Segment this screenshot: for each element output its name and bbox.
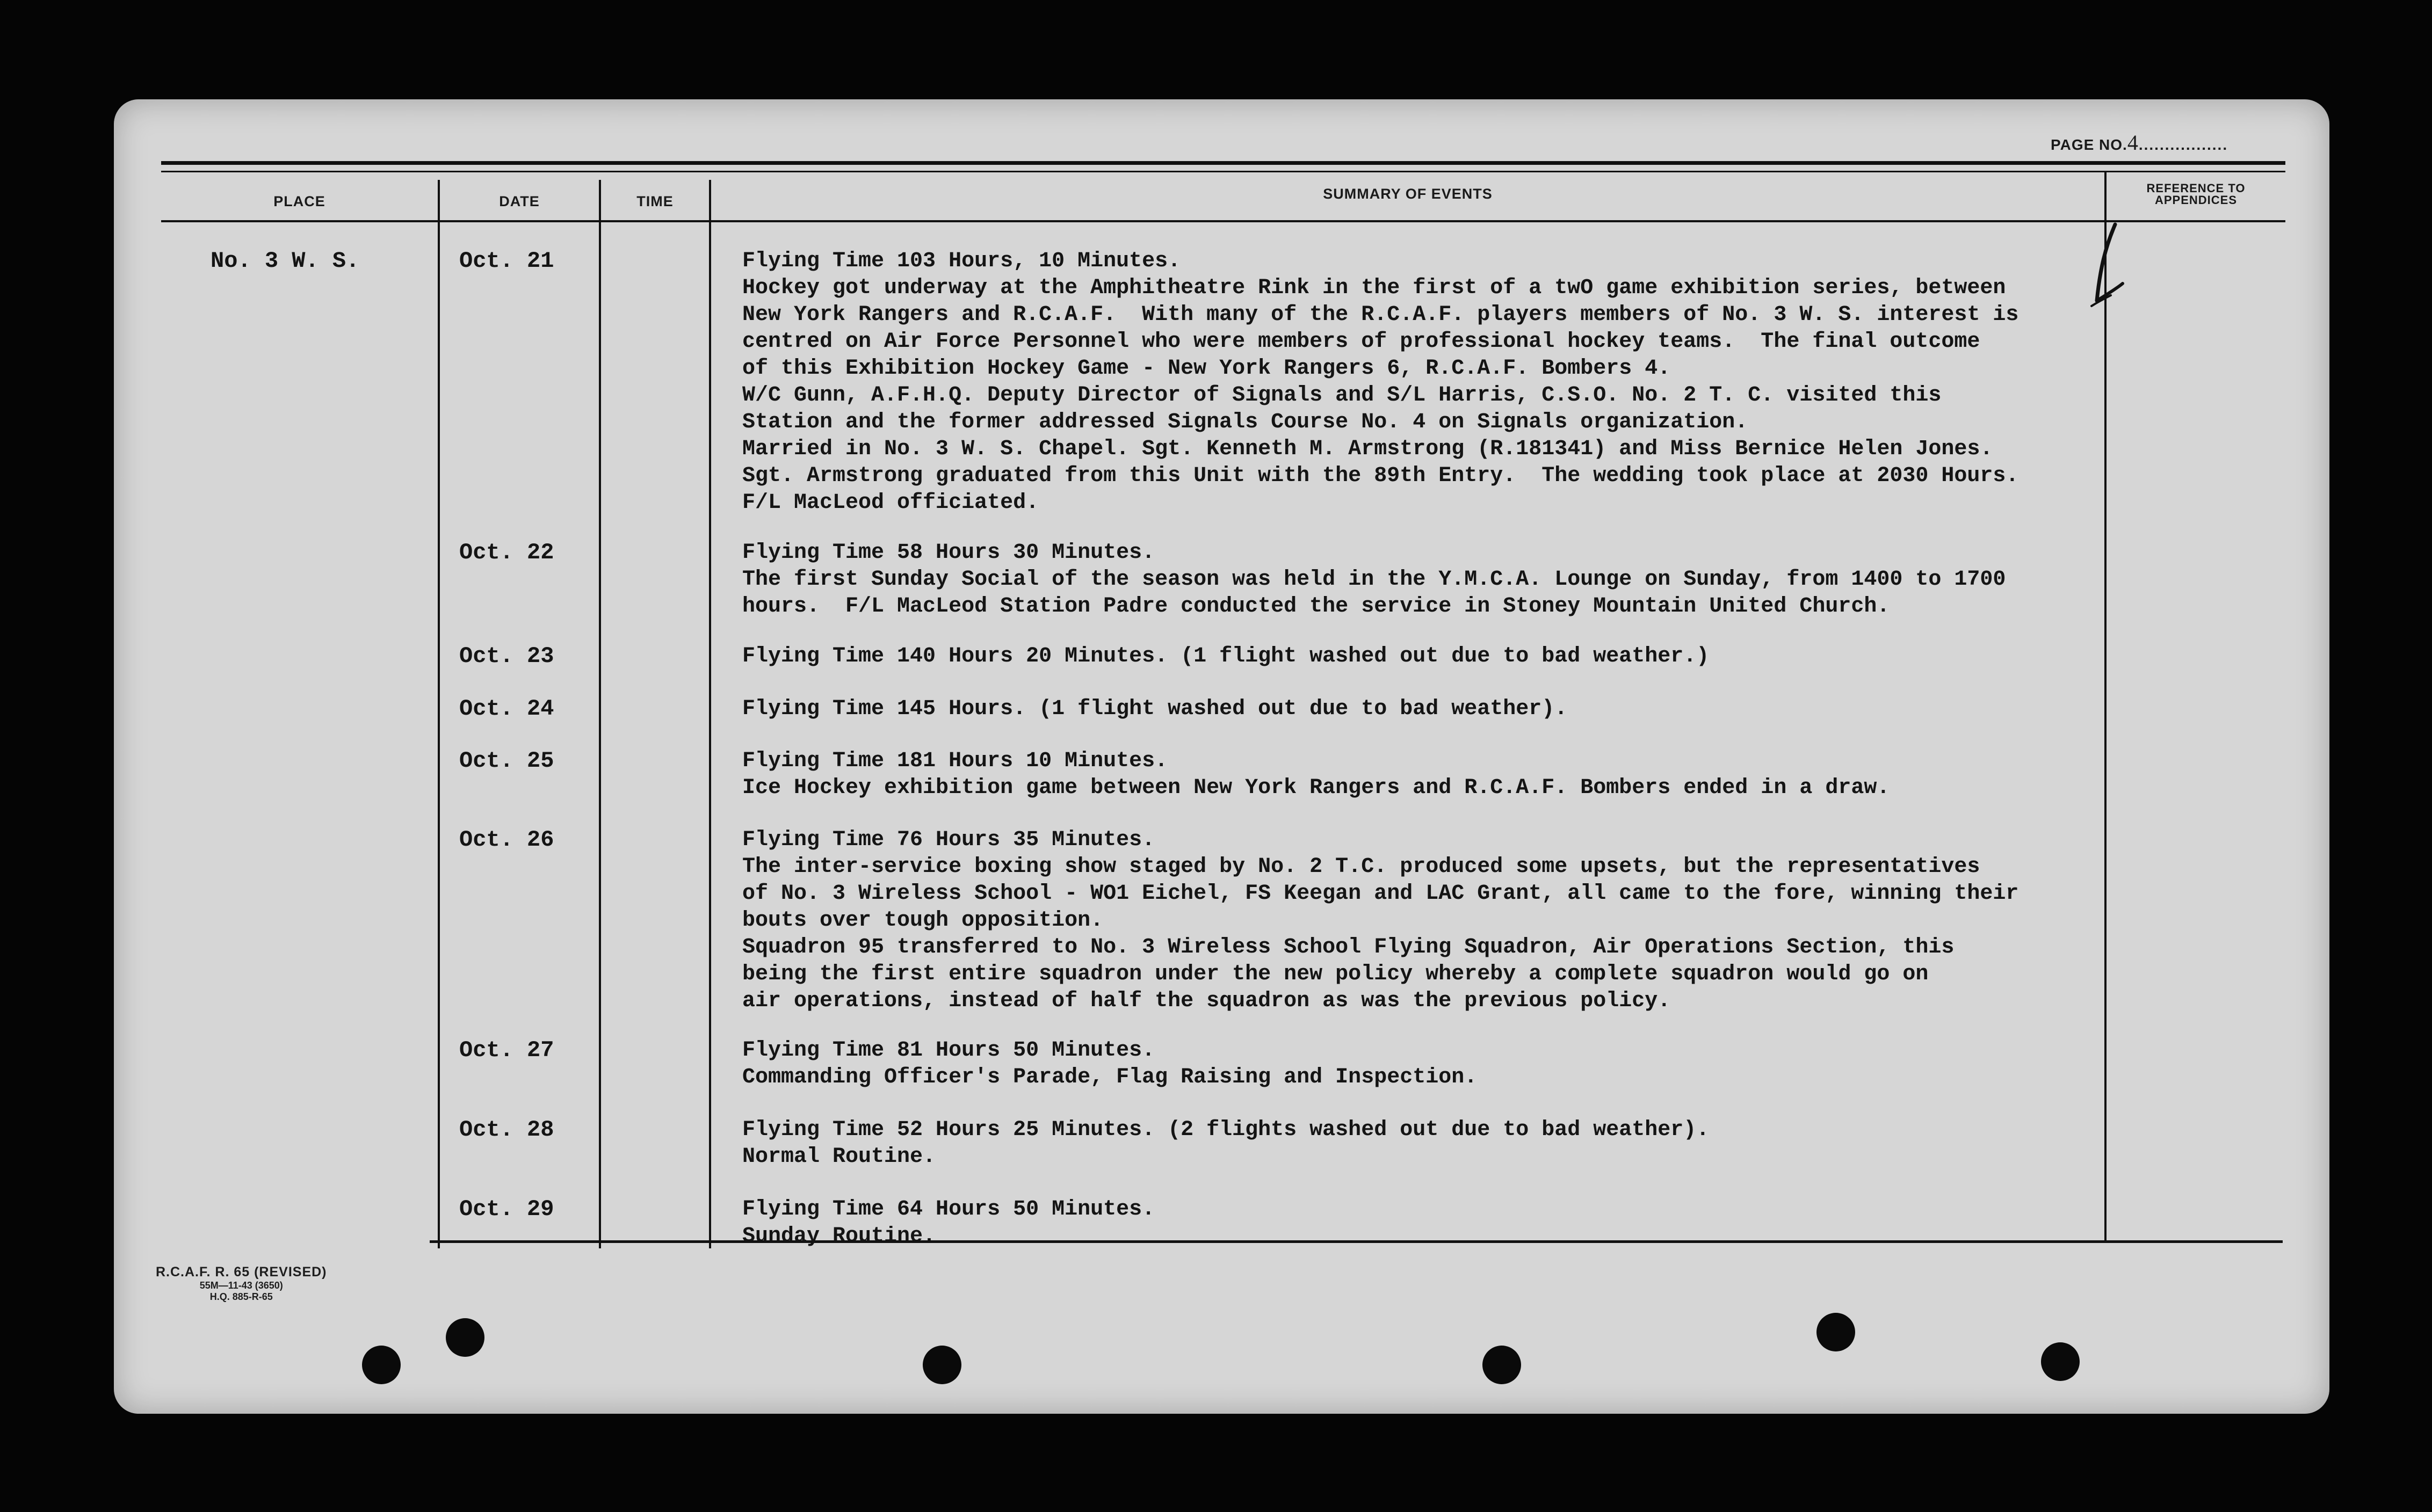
- summary-line: Hockey got underway at the Amphitheatre Rink in the first of a twO game exhibition series, between: [742, 276, 2006, 300]
- page-number-label: PAGE NO.: [2051, 136, 2127, 153]
- form-number: R.C.A.F. R. 65 (REVISED): [156, 1264, 327, 1280]
- top-rule-thin: [161, 171, 2285, 172]
- column-divider-time: [709, 180, 711, 1248]
- summary-line: Flying Time 81 Hours 50 Minutes.: [742, 1038, 1155, 1063]
- entry-date: Oct. 29: [459, 1196, 554, 1222]
- entry-date: Oct. 26: [459, 827, 554, 853]
- summary-line: Sunday Routine.: [742, 1224, 936, 1248]
- entry-summary-oct-22: [742, 540, 2006, 620]
- column-divider-date: [599, 180, 601, 1248]
- punch-hole: [1816, 1313, 1855, 1351]
- summary-line: New York Rangers and R.C.A.F. With many of the R.C.A.F. players members of No. 3 W. S. interest is: [742, 303, 2019, 327]
- header-time: TIME: [636, 193, 674, 209]
- summary-line: hours. F/L MacLeod Station Padre conducted the service in Stoney Mountain United Church.: [742, 594, 1890, 619]
- summary-line: The inter-service boxing show staged by No. 2 T.C. produced some upsets, but the representatives: [742, 855, 1980, 879]
- summary-line: Commanding Officer's Parade, Flag Raising and Inspection.: [742, 1065, 1478, 1089]
- punch-hole: [446, 1318, 484, 1357]
- summary-line: air operations, instead of half the squadron as was the previous policy.: [742, 989, 1671, 1013]
- summary-line: Flying Time 52 Hours 25 Minutes. (2 flights washed out due to bad weather).: [742, 1118, 1710, 1142]
- summary-line: Married in No. 3 W. S. Chapel. Sgt. Kenneth M. Armstrong (R.181341) and Miss Bernice Helen Jones.: [742, 437, 1993, 461]
- entry-date: Oct. 28: [459, 1117, 554, 1143]
- summary-line: being the first entire squadron under the new policy whereby a complete squadron would go on: [742, 962, 1929, 986]
- place-cell: No. 3 W. S.: [211, 248, 360, 274]
- column-divider-summary: [2104, 172, 2107, 1240]
- header-reference-line1: REFERENCE TO: [2146, 181, 2246, 195]
- top-rule-thick: [161, 161, 2285, 165]
- summary-line: of this Exhibition Hockey Game - New York Rangers 6, R.C.A.F. Bombers 4.: [742, 357, 1671, 381]
- form-footer: [156, 1264, 327, 1303]
- punch-hole: [362, 1346, 401, 1384]
- entry-summary-oct-29: [742, 1196, 1155, 1250]
- summary-line: Flying Time 58 Hours 30 Minutes.: [742, 541, 1155, 565]
- entry-date: Oct. 27: [459, 1037, 554, 1063]
- summary-line: of No. 3 Wireless School - WO1 Eichel, FS Keegan and LAC Grant, all came to the fore, winning their: [742, 882, 2019, 906]
- entry-summary-oct-26: [742, 827, 2018, 1015]
- summary-line: W/C Gunn, A.F.H.Q. Deputy Director of Signals and S/L Harris, C.S.O. No. 2 T. C. visited this: [742, 383, 1942, 408]
- entry-summary-oct-28: [742, 1117, 1709, 1171]
- column-divider-place: [438, 180, 440, 1248]
- header-reference-line2: APPENDICES: [2154, 193, 2238, 207]
- entry-date: Oct. 24: [459, 696, 554, 722]
- summary-line: Sgt. Armstrong graduated from this Unit with the 89th Entry. The wedding took place at 2030 Hours.: [742, 464, 2019, 488]
- header-rule: [161, 220, 2285, 222]
- page-number-value: 4: [2127, 130, 2139, 155]
- page-number: [2051, 130, 2228, 155]
- header-place: PLACE: [273, 193, 325, 209]
- entry-summary-oct-23: [742, 643, 1709, 670]
- entry-date: Oct. 23: [459, 643, 554, 669]
- entry-date: Oct. 21: [459, 248, 554, 274]
- header-date: DATE: [499, 193, 540, 209]
- summary-line: F/L MacLeod officiated.: [742, 491, 1039, 515]
- form-print-run: 55M—11-43 (3650): [199, 1280, 283, 1291]
- summary-line: Flying Time 145 Hours. (1 flight washed out due to bad weather).: [742, 697, 1568, 721]
- summary-line: Flying Time 64 Hours 50 Minutes.: [742, 1197, 1155, 1222]
- page-number-dots: .................: [2138, 136, 2228, 153]
- summary-line: Normal Routine.: [742, 1145, 936, 1169]
- entry-summary-oct-27: [742, 1037, 1477, 1091]
- summary-line: bouts over tough opposition.: [742, 908, 1104, 933]
- punch-hole: [923, 1346, 961, 1384]
- punch-hole: [2041, 1342, 2080, 1381]
- entry-summary-oct-21: [742, 248, 2018, 517]
- summary-line: Station and the former addressed Signals Course No. 4 on Signals organization.: [742, 410, 1748, 434]
- entry-date: Oct. 25: [459, 748, 554, 774]
- summary-line: Ice Hockey exhibition game between New York Rangers and R.C.A.F. Bombers ended in a draw.: [742, 776, 1890, 800]
- header-reference: [2107, 183, 2285, 206]
- bottom-rule: [430, 1240, 2283, 1243]
- summary-line: Squadron 95 transferred to No. 3 Wireless School Flying Squadron, Air Operations Section, this: [742, 935, 1955, 959]
- entry-summary-oct-25: [742, 748, 1890, 802]
- summary-line: centred on Air Force Personnel who were members of professional hockey teams. The final outcome: [742, 330, 1980, 354]
- summary-line: Flying Time 103 Hours, 10 Minutes.: [742, 249, 1181, 273]
- punch-hole: [1482, 1346, 1521, 1384]
- header-summary: SUMMARY OF EVENTS: [1323, 186, 1493, 202]
- handwritten-check-mark: [2089, 220, 2127, 311]
- entry-date: Oct. 22: [459, 540, 554, 565]
- summary-line: The first Sunday Social of the season was held in the Y.M.C.A. Lounge on Sunday, from 1400 to 1700: [742, 568, 2006, 592]
- summary-line: Flying Time 140 Hours 20 Minutes. (1 flight washed out due to bad weather.): [742, 644, 1710, 668]
- summary-line: Flying Time 181 Hours 10 Minutes.: [742, 749, 1168, 773]
- summary-line: Flying Time 76 Hours 35 Minutes.: [742, 828, 1155, 852]
- entry-summary-oct-24: [742, 696, 1567, 723]
- form-hq-number: H.Q. 885-R-65: [209, 1291, 273, 1302]
